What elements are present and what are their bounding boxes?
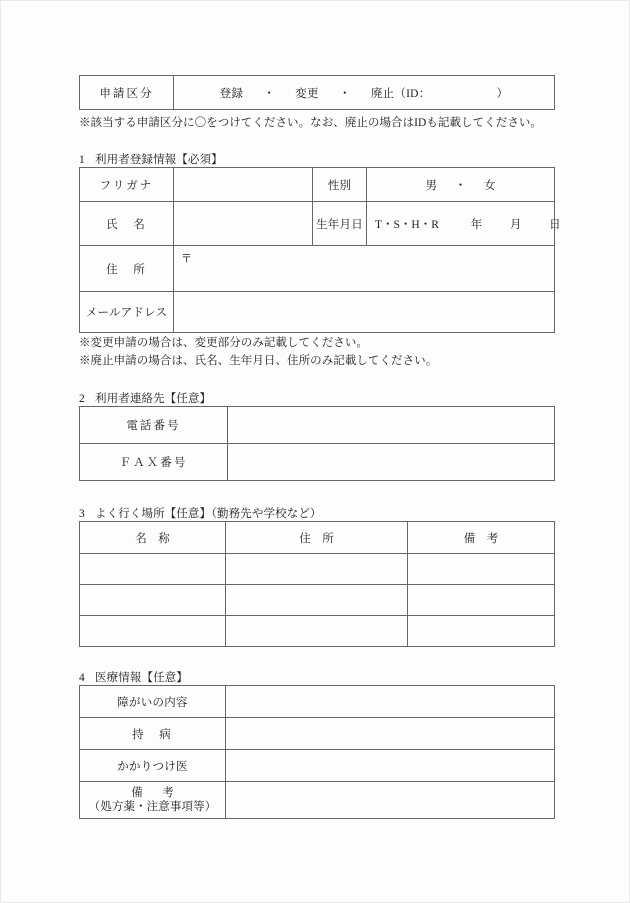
section2-title: 利用者連絡先【任意】 (95, 393, 212, 405)
table-row (80, 444, 555, 481)
option-abolish[interactable]: 廃止（ID： (370, 87, 431, 100)
table-row (80, 585, 555, 616)
place-remarks-field[interactable] (408, 554, 555, 585)
fax-field[interactable] (228, 444, 555, 481)
dob-label: 生年月日 (313, 202, 367, 246)
table-row (80, 718, 555, 750)
email-label: メールアドレス (80, 292, 174, 333)
gender-label: 性別 (313, 168, 367, 202)
application-type-label: 申請区分 (80, 76, 174, 110)
frequent-places-grid (79, 521, 555, 647)
gender-options (367, 177, 554, 193)
option-register[interactable]: 登録 (219, 87, 244, 100)
option-abolish-close: ） (496, 87, 509, 100)
table-row (80, 246, 555, 292)
disability-label: 障がいの内容 (80, 686, 226, 718)
section2-table (79, 406, 555, 481)
chronic-illness-field[interactable] (226, 718, 555, 750)
postal-mark-icon: 〒 (181, 253, 192, 265)
dob-eras[interactable]: T・S・H・R (375, 218, 439, 231)
gender-options-cell[interactable] (367, 168, 555, 202)
section1-number: 1 (79, 154, 85, 166)
section3-title: よく行く場所【任意】（勤務先や学校など） (95, 508, 322, 520)
section4-heading (79, 669, 188, 685)
family-doctor-label: かかりつけ医 (80, 750, 226, 782)
section1-note-1: ※変更申請の場合は、変更部分のみ記載してください。 (79, 337, 368, 349)
table-row (80, 168, 555, 202)
section1-heading (79, 151, 223, 167)
column-header-name: 名 称 (80, 522, 226, 554)
section1-note-2: ※廃止申請の場合は、氏名、生年月日、住所のみ記載してください。 (79, 355, 438, 367)
contact-grid (79, 406, 555, 481)
user-registration-grid (79, 167, 561, 333)
separator-2: ・ (338, 87, 351, 100)
application-type-options-cell[interactable] (174, 76, 555, 110)
place-name-field[interactable] (80, 554, 226, 585)
place-name-field[interactable] (80, 585, 226, 616)
section4-number: 4 (79, 672, 85, 684)
table-row (80, 292, 555, 333)
dob-options (367, 216, 561, 232)
chronic-illness-label: 持 病 (80, 718, 226, 750)
table-row (80, 616, 555, 647)
place-remarks-field[interactable] (408, 616, 555, 647)
gender-male[interactable]: 男 (425, 179, 437, 192)
section4-title: 医療情報【任意】 (95, 672, 188, 684)
phone-label: 電話番号 (80, 407, 228, 444)
table-row (80, 554, 555, 585)
dob-year-unit: 年 (470, 218, 483, 231)
section4-table (79, 685, 555, 819)
column-header-address: 住 所 (226, 522, 408, 554)
application-type-options (174, 85, 554, 101)
place-address-field[interactable] (226, 585, 408, 616)
remarks-label-group (80, 786, 225, 814)
section1-table (79, 167, 561, 333)
table-row (80, 686, 555, 718)
section3-number: 3 (79, 508, 85, 520)
place-name-field[interactable] (80, 616, 226, 647)
place-address-field[interactable] (226, 616, 408, 647)
medical-info-grid (79, 685, 555, 819)
table-row (80, 750, 555, 782)
dob-cell[interactable] (367, 202, 561, 246)
dob-month-unit: 月 (509, 218, 522, 231)
family-doctor-field[interactable] (226, 750, 555, 782)
section3-heading (79, 505, 322, 521)
fax-label: ＦＡＸ番号 (80, 444, 228, 481)
name-label: 氏 名 (80, 202, 174, 246)
dob-day-unit: 日 (549, 218, 561, 231)
remarks-sublabel: （処方薬・注意事項等） (88, 801, 217, 813)
email-field[interactable] (174, 292, 555, 333)
column-header-remarks: 備 考 (408, 522, 555, 554)
table-row (80, 76, 555, 110)
section2-heading (79, 390, 211, 406)
furigana-label: フリガナ (80, 168, 174, 202)
table-row (80, 202, 555, 246)
application-type-table (79, 75, 555, 110)
section1-title: 利用者登録情報【必須】 (95, 154, 223, 166)
remarks-label: 備 考 (131, 786, 178, 799)
section2-number: 2 (79, 393, 85, 405)
place-address-field[interactable] (226, 554, 408, 585)
table-header-row (80, 522, 555, 554)
application-type-grid (79, 75, 555, 110)
phone-field[interactable] (228, 407, 555, 444)
section3-table (79, 521, 555, 647)
table-row (80, 782, 555, 819)
remarks-label-cell (80, 782, 226, 819)
address-label: 住 所 (80, 246, 174, 292)
furigana-field[interactable] (174, 168, 313, 202)
disability-field[interactable] (226, 686, 555, 718)
name-field[interactable] (174, 202, 313, 246)
option-change[interactable]: 変更 (295, 87, 319, 100)
address-field[interactable] (174, 246, 555, 292)
gender-female[interactable]: 女 (484, 179, 496, 192)
application-type-note: ※該当する申請区分に〇をつけてください。なお、廃止の場合はIDも記載してください。 (79, 117, 542, 129)
separator-1: ・ (263, 87, 276, 100)
place-remarks-field[interactable] (408, 585, 555, 616)
gender-separator: ・ (454, 179, 467, 192)
table-row (80, 407, 555, 444)
remarks-field[interactable] (226, 782, 555, 819)
